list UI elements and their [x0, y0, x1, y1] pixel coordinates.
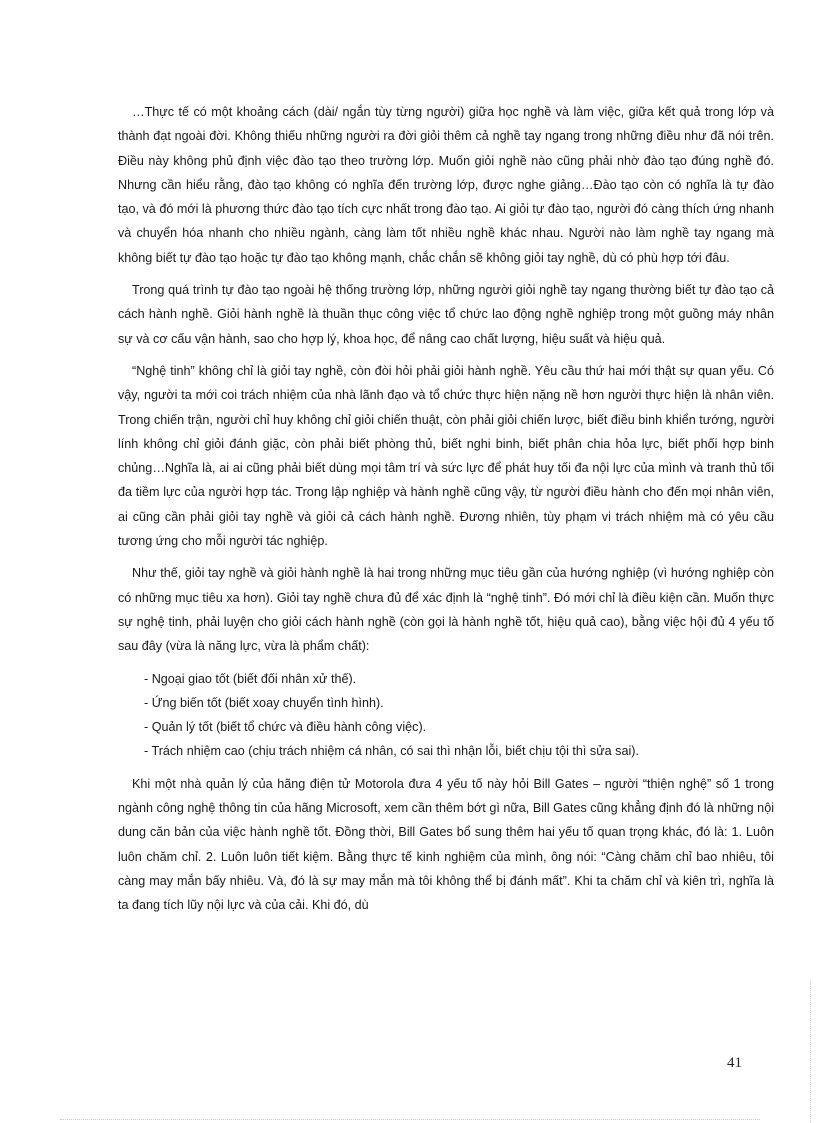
paragraph-1: …Thực tế có một khoảng cách (dài/ ngắn tùy từng người) giữa học nghề và làm việc, giữa kết quả trong lớp và thành đạt ngoài đời. Không thiếu những người ra đời giỏi thêm cả nghề tay ngang trong những điều như đã nói trên. Điều này không phủ định việc đào tạo theo trường lớp. Muốn giỏi nghề nào cũng phải nhờ đào tạo đúng nghề đó. Nhưng cần hiểu rằng, đào tạo không có nghĩa đến trường lớp, được nghe giảng…Đào tạo còn có nghĩa là tự đào tạo, và đó mới là phương thức đào tạo tích cực nhất trong đào tạo. Ai giỏi tự đào tạo, người đó càng thích ứng nhanh và chuyển hóa nhanh cho nhiều ngành, càng làm tốt nhiều nghề khác nhau. Người nào làm nghề tay ngang mà không biết tự đào tạo hoặc tự đào tạo không mạnh, chắc chắn sẽ không giỏi tay nghề, dù có phù hợp tới đâu. — [118, 105, 774, 265]
paragraph-5: Khi một nhà quản lý của hãng điện tử Motorola đưa 4 yếu tố này hỏi Bill Gates – người “thiện nghệ” số 1 trong ngành công nghệ thông tin của hãng Microsoft, xem cần thêm bớt gì nữa, Bill Gates cũng khẳng định đó là những nội dung căn bản của việc hành nghề tốt. Đồng thời, Bill Gates bổ sung thêm hai yếu tố quan trọng khác, đó là: 1. Luôn luôn chăm chỉ. 2. Luôn luôn tiết kiệm. Bằng thực tế kinh nghiệm của mình, ông nói: “Càng chăm chỉ bao nhiêu, tôi càng may mắn bấy nhiêu. Và, đó là sự may mắn mà tôi không thể bị đánh mất”. Khi ta chăm chỉ và kiên trì, nghĩa là ta đang tích lũy nội lực và của cải. Khi đó, dù — [118, 776, 774, 913]
paragraph-2: Trong quá trình tự đào tạo ngoài hệ thống trường lớp, những người giỏi nghề tay ngang thường biết tự đào tạo cả cách hành nghề. Giỏi hành nghề là thuần thục công việc tổ chức lao động nghề nghiệp trong một guồng máy nhân sự và cơ cấu vận hành, sao cho hợp lý, khoa học, để nâng cao chất lượng, hiệu suất và hiệu quả. — [118, 283, 774, 346]
list-item: - Trách nhiệm cao (chịu trách nhiệm cá nhân, có sai thì nhận lỗi, biết chịu tội thì sửa sai). — [144, 744, 639, 759]
list-item: - Quản lý tốt (biết tổ chức và điều hành công việc). — [144, 720, 427, 735]
list-item: - Ứng biến tốt (biết xoay chuyển tình hình). — [144, 695, 384, 710]
page-border-right — [810, 980, 811, 1123]
page-border-bottom — [60, 1119, 760, 1120]
page-body — [118, 100, 774, 926]
paragraph-3: “Nghệ tinh” không chỉ là giỏi tay nghề, còn đòi hỏi phải giỏi hành nghề. Yêu cầu thứ hai mới thật sự quan yếu. Có vậy, người ta mới coi trách nhiệm của nhà lãnh đạo và tổ chức thực hiện nặng nề hơn người thực hiện là nhân viên. Trong chiến trận, người chỉ huy không chỉ giỏi chiến thuật, còn phải giỏi chiến lược, biết điều binh khiển tướng, người lính không chỉ giỏi đánh giặc, còn phải biết phòng thủ, biết nghi binh, biết phân chia hỏa lực, biết phối hợp binh chủng…Nghĩa là, ai ai cũng phải biết dùng mọi tâm trí và sức lực để phát huy tối đa nội lực của mình và tranh thủ tối đa tiềm lực của người hợp tác. Trong lập nghiệp và hành nghề cũng vậy, từ người điều hành cho đến mọi nhân viên, ai cũng cần phải giỏi tay nghề và giỏi cả cách hành nghề. Đương nhiên, tùy phạm vi trách nhiệm mà có yêu cầu tương ứng cho mỗi người tác nghiệp. — [118, 363, 774, 549]
list-item: - Ngoại giao tốt (biết đối nhân xử thế). — [144, 671, 357, 686]
paragraph-4: Như thế, giỏi tay nghề và giỏi hành nghề là hai trong những mục tiêu gần của hướng nghiệp (vì hướng nghiệp còn có những mục tiêu xa hơn). Giỏi tay nghề chưa đủ để xác định là “nghệ tinh”. Đó mới chỉ là điều kiện cần. Muốn thực sự nghệ tinh, phải luyện cho giỏi cách hành nghề (còn gọi là hành nghề tốt, hiệu quả cao), bằng việc hội đủ 4 yếu tố sau đây (vừa là năng lực, vừa là phẩm chất): — [118, 566, 774, 654]
bullet-list — [118, 667, 774, 764]
page-number: 41 — [727, 1055, 742, 1071]
